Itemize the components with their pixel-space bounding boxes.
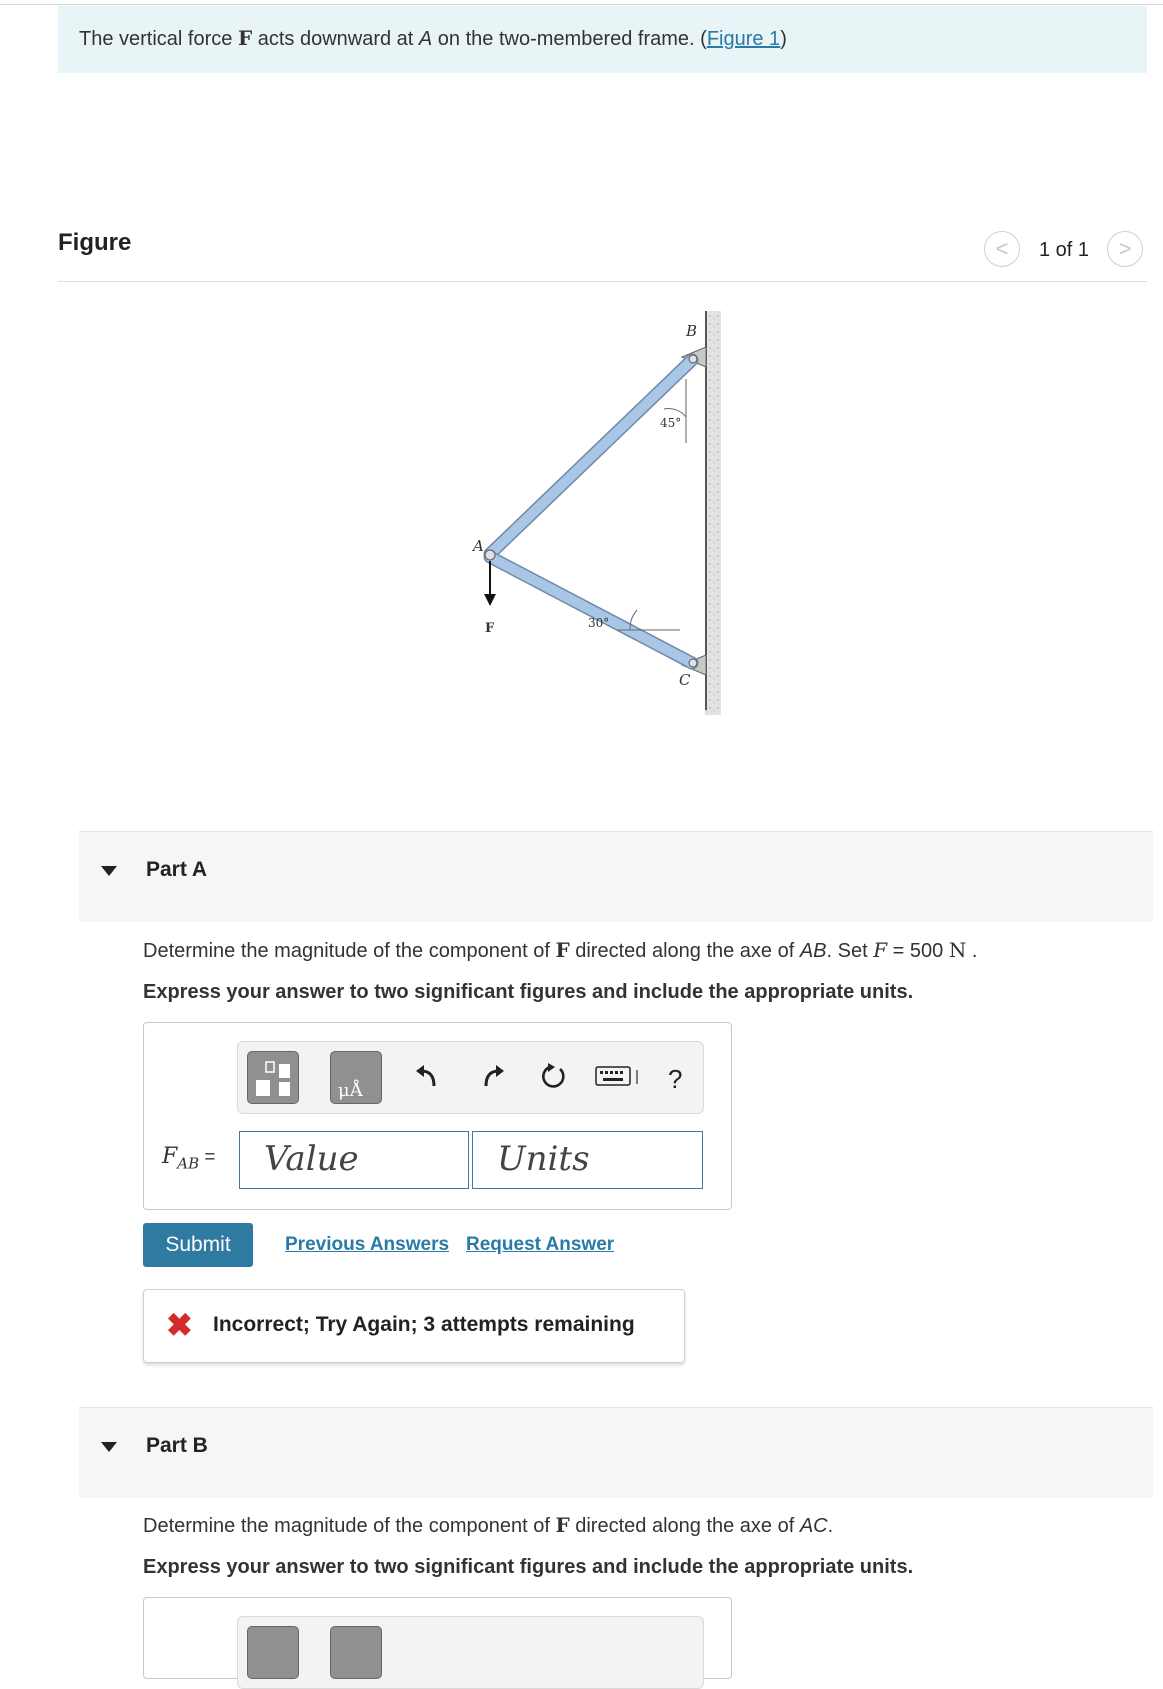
figure-link[interactable]: Figure 1 [706, 28, 781, 50]
units-input[interactable]: Units [472, 1131, 703, 1189]
pin-c [689, 659, 697, 667]
math-toolbar [237, 1041, 704, 1114]
force-symbol: F [237, 26, 253, 50]
part-a-question: Determine the magnitude of the component of F directed along the axe of AB. Set F = 500 N . [143, 938, 978, 962]
pin-a [485, 550, 495, 560]
reset-icon[interactable] [540, 1062, 568, 1096]
collapse-caret-icon[interactable] [101, 1442, 117, 1452]
error-x-icon: ✖ [166, 1307, 193, 1343]
units-symbol-button[interactable] [330, 1626, 382, 1679]
help-icon[interactable]: ? [668, 1064, 683, 1094]
label-f: F [485, 621, 495, 636]
part-b-label: Part B [146, 1434, 208, 1457]
previous-answers-link[interactable]: Previous Answers [285, 1234, 450, 1255]
force-arrowhead [484, 594, 496, 606]
figure-divider [58, 281, 1147, 282]
top-divider [0, 4, 1163, 5]
templates-button[interactable] [247, 1051, 299, 1104]
keyboard-icon[interactable] [595, 1064, 643, 1094]
part-a-header[interactable] [79, 831, 1153, 922]
variable-label: $F_{AB}$ = [162, 1144, 216, 1173]
part-a-label: Part A [146, 858, 208, 881]
part-b-answer-box [143, 1597, 732, 1679]
part-b-question: Determine the magnitude of the component of F directed along the axe of AC. [143, 1513, 834, 1537]
chevron-right-icon: > [1118, 236, 1132, 261]
label-c: C [679, 671, 691, 689]
undo-icon[interactable] [414, 1062, 440, 1096]
part-b-header[interactable] [79, 1407, 1153, 1498]
next-figure-button[interactable] [1107, 231, 1143, 267]
wall [705, 311, 721, 715]
svg-text:μÅ: μÅ [338, 1080, 363, 1101]
feedback-box [143, 1289, 685, 1363]
part-a-instruction: Express your answer to two significant figures and include the appropriate units. [143, 981, 914, 1003]
feedback-text: Incorrect; Try Again; 3 attempts remaining [213, 1313, 635, 1336]
request-answer-link[interactable]: Request Answer [466, 1234, 615, 1255]
figure-pager: 1 of 1 [1039, 239, 1090, 261]
angle-label-30: 30° [588, 616, 610, 630]
submit-button[interactable]: Submit [143, 1223, 253, 1267]
collapse-caret-icon[interactable] [101, 866, 117, 876]
value-input[interactable]: Value [239, 1131, 469, 1189]
angle-label-45: 45° [660, 416, 682, 430]
part-a-answer-box [143, 1022, 732, 1210]
math-toolbar [237, 1616, 704, 1689]
figure-title: Figure [58, 229, 132, 256]
problem-text: The vertical force F acts downward at A on the two-membered frame. (Figure 1) [79, 26, 787, 50]
redo-icon[interactable] [480, 1062, 506, 1096]
templates-button[interactable] [247, 1626, 299, 1679]
pin-b [689, 355, 697, 363]
part-b-instruction: Express your answer to two significant figures and include the appropriate units. [143, 1556, 914, 1578]
frame-figure [460, 305, 760, 720]
label-b: B [686, 322, 698, 340]
prev-figure-button[interactable] [984, 231, 1020, 267]
label-a: A [473, 537, 484, 555]
problem-statement [58, 6, 1147, 73]
chevron-left-icon: < [995, 236, 1009, 261]
units-symbol-button[interactable] [330, 1051, 382, 1104]
